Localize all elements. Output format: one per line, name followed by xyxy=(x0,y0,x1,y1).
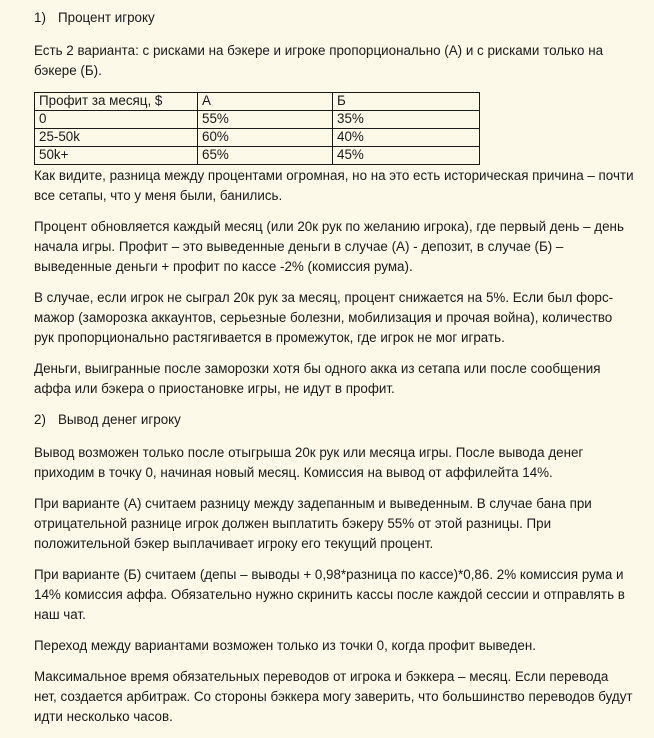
table-row xyxy=(35,147,480,165)
section-1-paragraph: Процент обновляется каждый месяц (или 20к рук по желанию игрока), где первый день – день начала игры. Профит – это выведенные деньги в случае (А) - депозит, в случае (Б) – выведенные деньги + профит по кассе -2% (комиссия рума). xyxy=(34,219,624,274)
section-2-paragraph: При варианте (Б) считаем (депы – выводы + 0,98*разница по кассе)*0,86. 2% комиссия рума и 14% комиссия аффа. Обязательно нужно скринить кассы после каждой сессии и отправлять в наш чат. xyxy=(34,567,625,622)
section-1-intro: Есть 2 варианта: с рисками на бэкере и игроке пропорционально (А) и с рисками только на бэкере (Б). xyxy=(34,43,604,78)
section-2-number: 2) xyxy=(34,412,46,427)
table-cell: 45% xyxy=(333,147,480,165)
table-cell: 35% xyxy=(333,111,480,129)
table-header-cell: Профит за месяц, $ xyxy=(35,93,198,111)
section-2-paragraph: Переход между вариантами возможен только из точки 0, когда профит выведен. xyxy=(34,638,536,653)
section-1-paragraph: Деньги, выигранные после заморозки хотя бы одного акка из сетапа или после сообщения аффа или бэкера о приостановке игры, не идут в профит. xyxy=(34,361,601,396)
percent-table xyxy=(34,92,480,165)
table-cell: 65% xyxy=(198,147,333,165)
table-header-cell: А xyxy=(198,93,333,111)
section-1-title: Процент игроку xyxy=(58,10,155,25)
document-body xyxy=(34,8,634,738)
section-2-title: Вывод денег игроку xyxy=(58,412,181,427)
section-2-paragraph: Вывод возможен только после отыгрыша 20к рук или месяца игры. После вывода денег приходим в точку 0, начиная новый месяц. Комиссия на вывод от аффилейта 14%. xyxy=(34,445,584,480)
section-1-paragraph: Как видите, разница между процентами огромная, но на это есть историческая причина – почти все сетапы, что у меня были, банились. xyxy=(34,168,634,203)
section-1-paragraph: В случае, если игрок не сыграл 20к рук за месяц, процент снижается на 5%. Если был форс-мажор (заморозка аккаунтов, серьезные болезни, мобилизация и прочая война), количество рук пропорционально растягивается в промежуток, где игрок не мог играть. xyxy=(34,290,614,345)
section-1-heading xyxy=(34,8,634,28)
table-cell: 0 xyxy=(35,111,198,129)
table-cell: 50k+ xyxy=(35,147,198,165)
table-row xyxy=(35,111,480,129)
section-2-paragraph: При варианте (А) считаем разницу между задепанным и выведенным. В случае бана при отрицательной разнице игрок должен выплатить бэкеру 55% от этой разницы. При положительной бэкер выплачивает игроку его текущий процент. xyxy=(34,496,592,551)
section-2-paragraph: Максимальное время обязательных переводов от игрока и бэккера – месяц. Если перевода нет, создается арбитраж. Со стороны бэккера могу заверить, что большинство переводов будут идти несколько часов. xyxy=(34,669,633,724)
table-cell: 25-50k xyxy=(35,129,198,147)
table-header-cell: Б xyxy=(333,93,480,111)
table-row xyxy=(35,129,480,147)
table-cell: 60% xyxy=(198,129,333,147)
table-cell: 40% xyxy=(333,129,480,147)
section-1-number: 1) xyxy=(34,10,46,25)
table-cell: 55% xyxy=(198,111,333,129)
section-2-heading xyxy=(34,410,634,430)
table-header-row xyxy=(35,93,480,111)
